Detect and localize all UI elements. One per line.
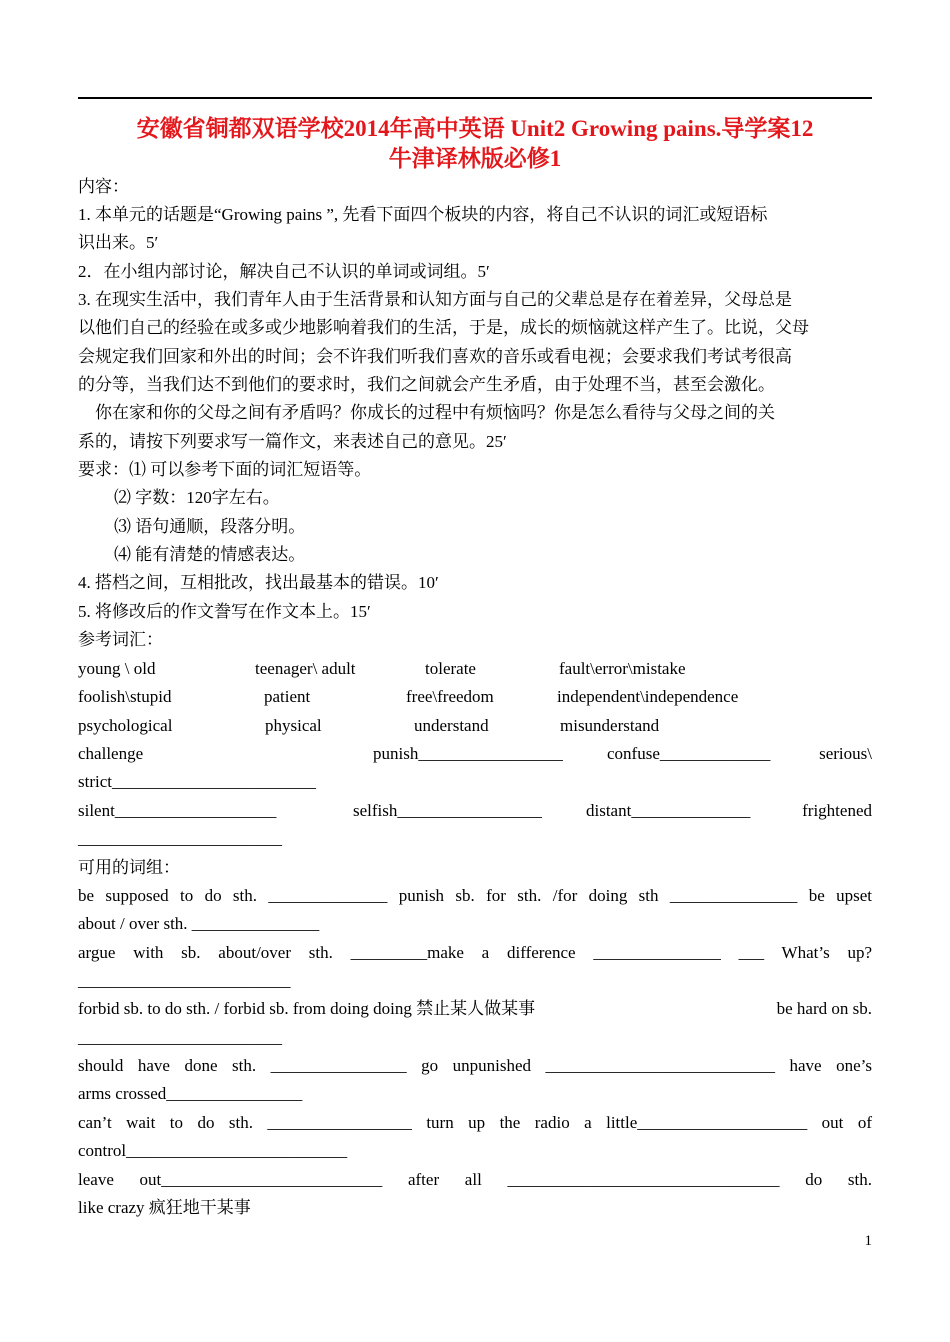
requirement-2: ⑵ 字数：120字左右。 — [114, 488, 280, 507]
vocab-heading: 参考词汇： — [78, 630, 163, 649]
item3-line4: 的分等，当我们达不到他们的要求时，我们之间就会产生矛盾，由于处理不当，甚至会激化。 — [78, 375, 775, 394]
phrase-line: argue with sb. about/over sth. _________make a difference _______________ ___ What’s up? — [78, 943, 872, 962]
vocab-word: distant______________ — [586, 801, 751, 820]
vocab-word: silent___________________ — [78, 801, 277, 820]
phrase-line: forbid sb. to do sth. / forbid sb. from doing doing 禁止某人做某事 — [78, 999, 536, 1018]
item1-line2: 识出来。5′ — [78, 233, 159, 252]
item3-line3: 会规定我们回家和外出的时间；会不许我们听我们喜欢的音乐或看电视；会要求我们考试考很高 — [78, 347, 792, 366]
vocab-word: patient — [264, 687, 311, 706]
item1-line1: 1. 本单元的话题是“Growing pains ”, 先看下面四个板块的内容，将自己不认识的词汇或短语标 — [78, 205, 768, 224]
vocab-word: confuse_____________ — [607, 744, 771, 763]
phrases-heading: 可用的词组： — [78, 858, 180, 877]
phrase-line: _________________________ — [78, 971, 291, 990]
vocab-word: teenager\ adult — [255, 659, 356, 678]
vocab-word: independent\independence — [557, 687, 739, 706]
phrase-line: should have done sth. ________________ go unpunished ___________________________ have one’s — [78, 1056, 872, 1075]
vocab-word: challenge — [78, 744, 144, 763]
vocab-word: ________________________ — [78, 829, 282, 848]
vocab-word: fault\error\mistake — [559, 659, 686, 678]
requirement-1: 要求：⑴ 可以参考下面的词汇短语等。 — [78, 460, 372, 479]
vocab-word: tolerate — [425, 659, 476, 678]
vocab-word: strict________________________ — [78, 772, 316, 791]
vocab-word: foolish\stupid — [78, 687, 172, 706]
document-title-line2: 牛津译林版必修1 — [388, 146, 562, 171]
item3-line2: 以他们自己的经验在或多或少地影响着我们的生活，于是，成长的烦恼就这样产生了。比说，父母 — [78, 318, 809, 337]
requirement-3: ⑶ 语句通顺，段落分明。 — [114, 517, 306, 536]
vocab-word: physical — [265, 716, 322, 735]
vocab-word: understand — [414, 716, 489, 735]
phrase-line: can’t wait to do sth. _________________ turn up the radio a little____________________ out of — [78, 1113, 872, 1132]
vocab-word: frightened — [802, 801, 872, 820]
phrase-line: arms crossed________________ — [78, 1084, 303, 1103]
item3-line6: 系的，请按下列要求写一篇作文，来表述自己的意见。25′ — [78, 432, 507, 451]
phrase-line: ________________________ — [78, 1028, 282, 1047]
item3-line1: 3. 在现实生活中，我们青年人由于生活背景和认知方面与自己的父辈总是存在着差异，父母总是 — [78, 290, 792, 309]
header-rule — [78, 97, 872, 99]
item2: 2．在小组内部讨论，解决自己不认识的单词或词组。5′ — [78, 262, 490, 281]
phrase-line: about / over sth. _______________ — [78, 914, 320, 933]
vocab-word: serious\ — [819, 744, 872, 763]
requirement-4: ⑷ 能有清楚的情感表达。 — [114, 545, 306, 564]
page-number: 1 — [864, 1233, 872, 1249]
vocab-word: punish_________________ — [373, 744, 563, 763]
vocab-word: psychological — [78, 716, 173, 735]
item5: 5. 将修改后的作文誊写在作文本上。15′ — [78, 602, 371, 621]
phrase-line: leave out__________________________ after all ________________________________ do sth. — [78, 1170, 872, 1189]
phrase-line: be supposed to do sth. ______________ punish sb. for sth. /for doing sth _______________ be upset — [78, 886, 872, 905]
item3-line5: 你在家和你的父母之间有矛盾吗？你成长的过程中有烦恼吗？你是怎么看待与父母之间的关 — [78, 403, 775, 422]
vocab-word: young \ old — [78, 659, 156, 678]
vocab-word: free\freedom — [406, 687, 494, 706]
phrase-line: like crazy 疯狂地干某事 — [78, 1198, 251, 1217]
item4: 4. 搭档之间，互相批改，找出最基本的错误。10′ — [78, 573, 439, 592]
phrase-line: control__________________________ — [78, 1141, 348, 1160]
phrase-line: be hard on sb. — [776, 999, 872, 1018]
vocab-word: misunderstand — [560, 716, 660, 735]
vocab-word: selfish_________________ — [353, 801, 542, 820]
document-title-line1: 安徽省铜都双语学校2014年高中英语 Unit2 Growing pains.导学案12 — [136, 116, 814, 141]
content-heading: 内容： — [78, 177, 129, 196]
